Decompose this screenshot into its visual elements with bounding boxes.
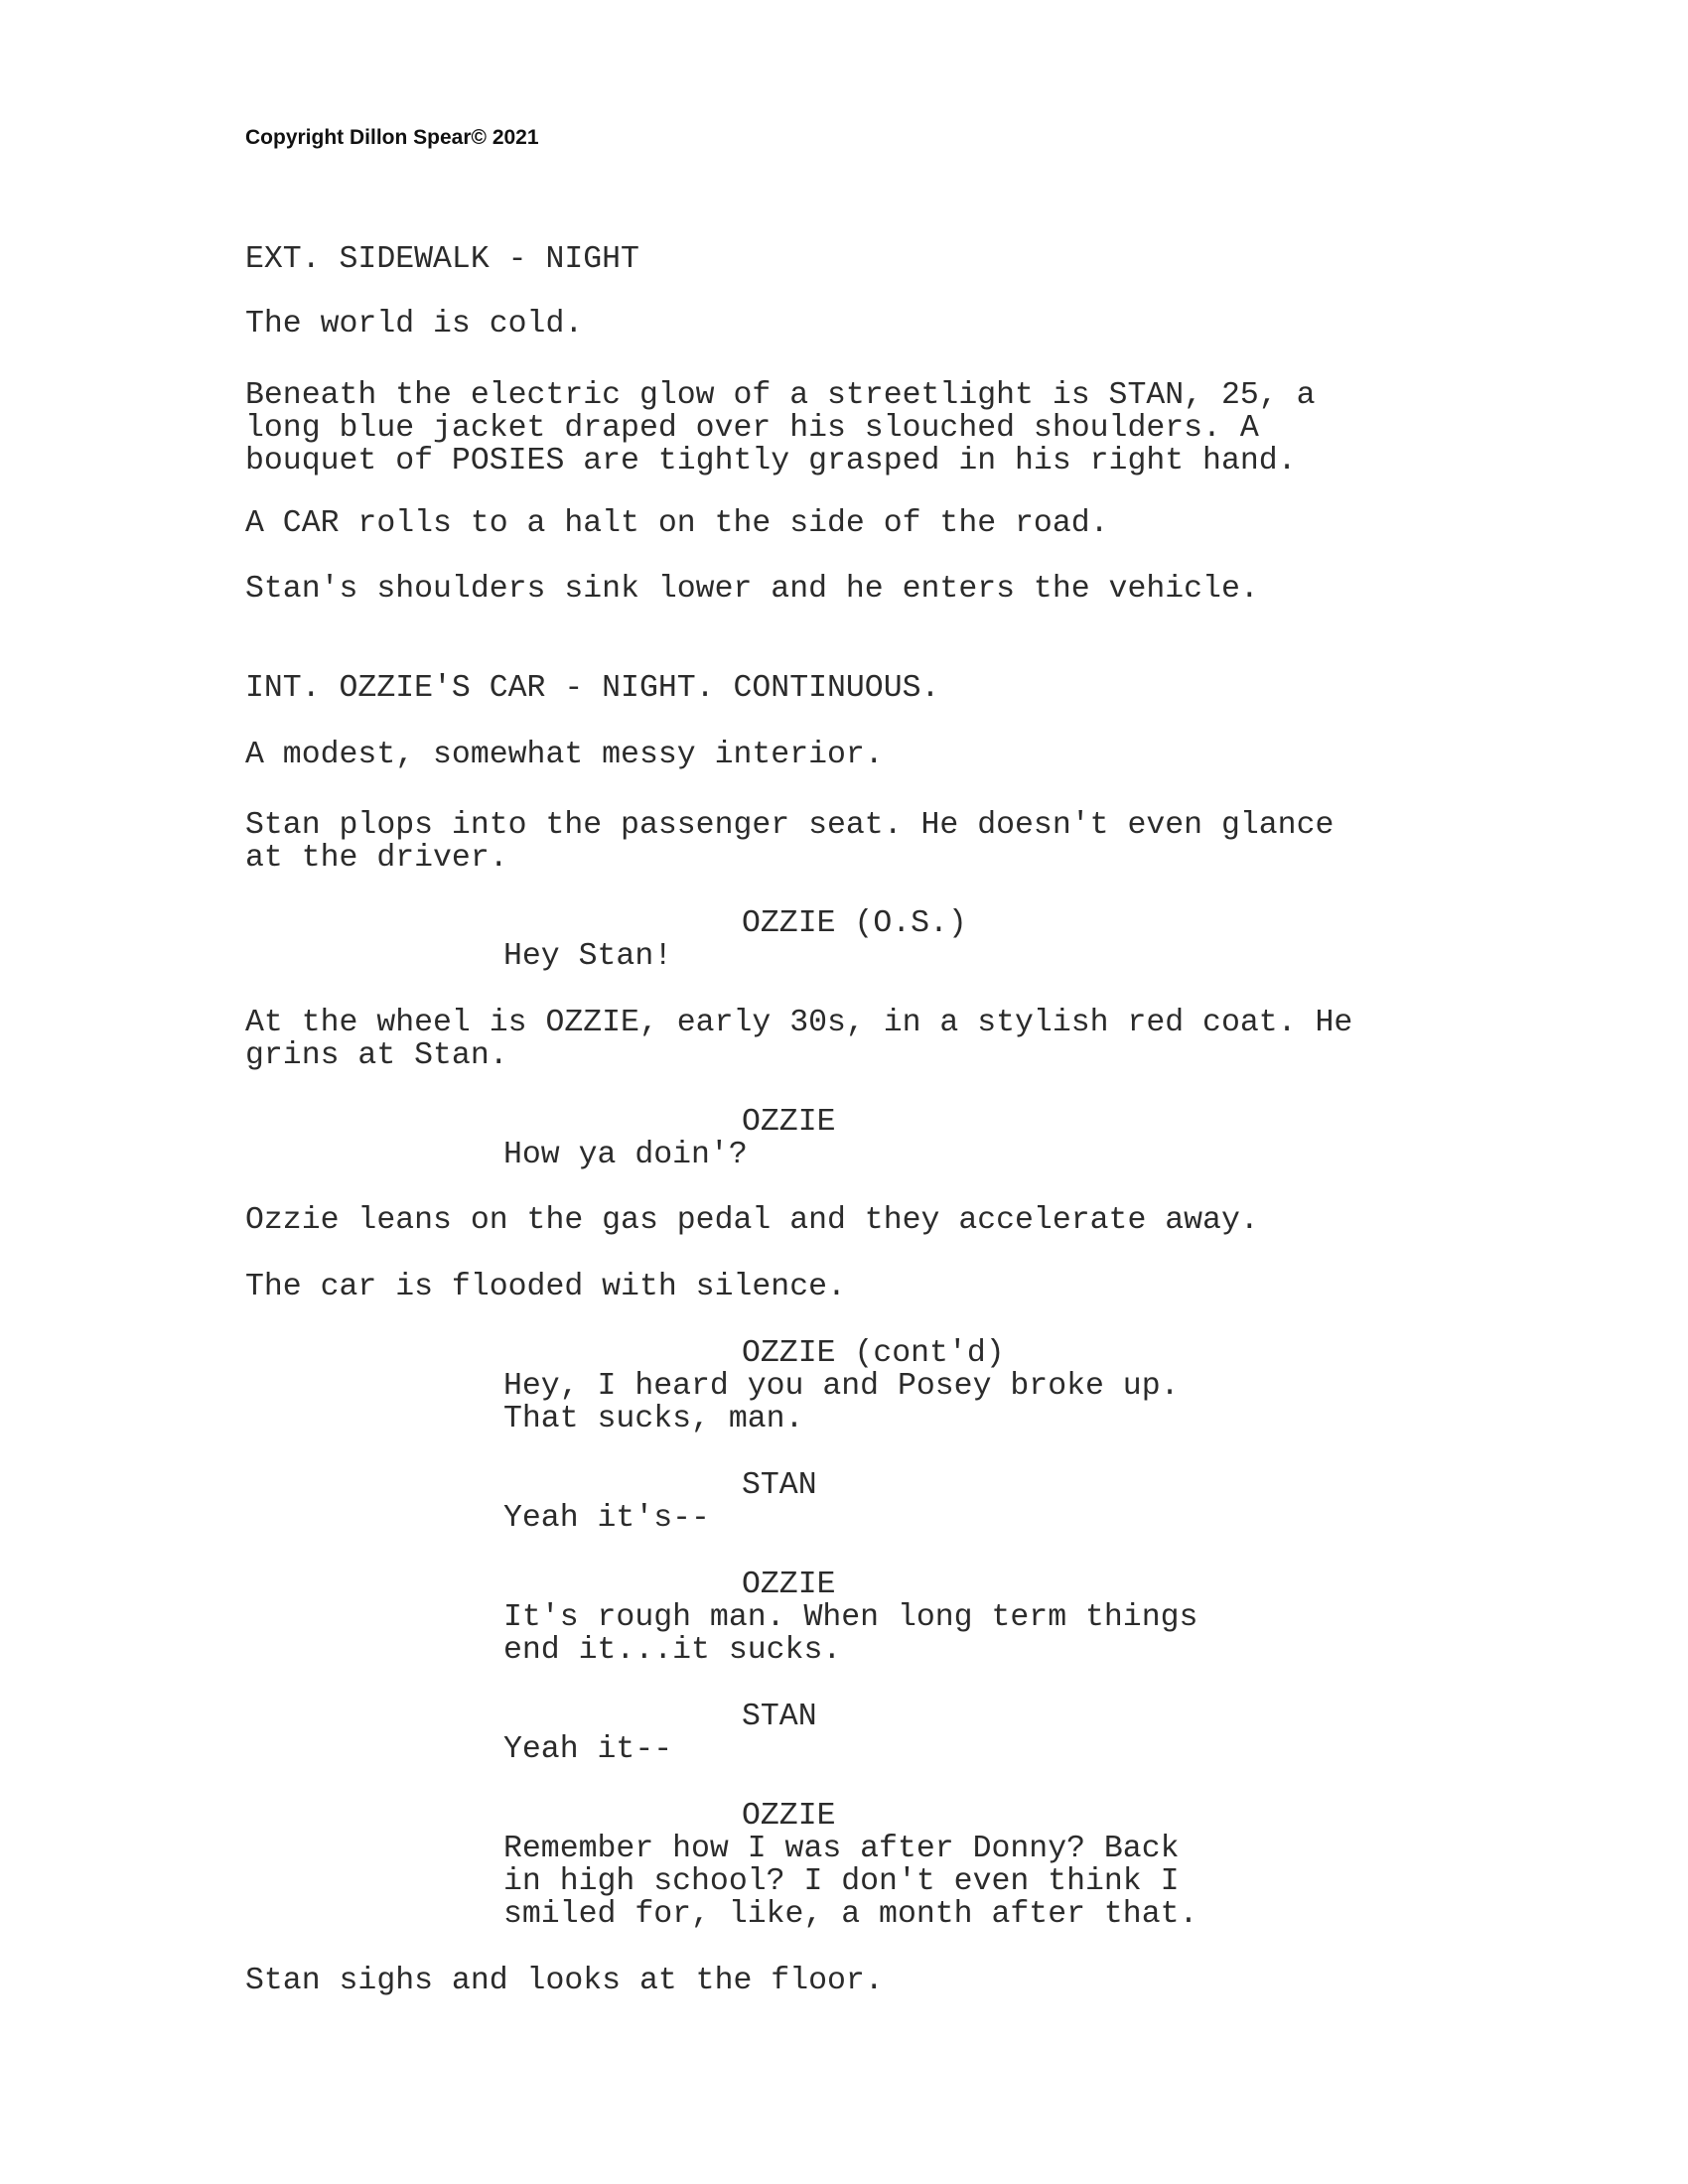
action-line: The car is flooded with silence. [245,1270,846,1304]
action-line: A CAR rolls to a halt on the side of the road. [245,506,1109,541]
action-line: Stan's shoulders sink lower and he enters the vehicle. [245,572,1259,607]
action-line: long blue jacket draped over his slouched shoulders. A [245,411,1259,446]
character-cue: STAN [742,1468,817,1503]
scene-heading: INT. OZZIE'S CAR - NIGHT. CONTINUOUS. [245,671,940,706]
scene-heading: EXT. SIDEWALK - NIGHT [245,242,639,277]
dialogue-line: Yeah it-- [503,1732,673,1767]
dialogue-line: It's rough man. When long term things [503,1600,1198,1635]
action-line: Stan plops into the passenger seat. He doesn't even glance [245,808,1335,843]
dialogue-line: Hey, I heard you and Posey broke up. [503,1369,1180,1404]
character-cue: OZZIE [742,1105,836,1140]
character-cue: OZZIE (cont'd) [742,1336,1005,1371]
character-cue: OZZIE [742,1568,836,1602]
dialogue-line: Yeah it's-- [503,1501,710,1536]
character-cue: OZZIE (O.S.) [742,906,967,941]
dialogue-line: That sucks, man. [503,1402,804,1436]
dialogue-line: Remember how I was after Donny? Back [503,1832,1180,1866]
action-line: Ozzie leans on the gas pedal and they accelerate away. [245,1203,1259,1238]
action-line: bouquet of POSIES are tightly grasped in his right hand. [245,444,1297,478]
character-cue: OZZIE [742,1799,836,1834]
dialogue-line: Hey Stan! [503,939,673,974]
action-line: A modest, somewhat messy interior. [245,738,884,772]
dialogue-line: in high school? I don't even think I [503,1864,1180,1899]
action-line: at the driver. [245,841,508,876]
character-cue: STAN [742,1700,817,1734]
dialogue-line: How ya doin'? [503,1138,748,1172]
action-line: grins at Stan. [245,1038,508,1073]
action-line: Beneath the electric glow of a streetlight is STAN, 25, a [245,378,1316,413]
action-line: The world is cold. [245,307,584,341]
dialogue-line: smiled for, like, a month after that. [503,1897,1198,1932]
action-line: At the wheel is OZZIE, early 30s, in a stylish red coat. He [245,1006,1353,1040]
action-line: Stan sighs and looks at the floor. [245,1964,884,1998]
copyright-notice: Copyright Dillon Spear© 2021 [245,126,539,149]
dialogue-line: end it...it sucks. [503,1633,842,1668]
